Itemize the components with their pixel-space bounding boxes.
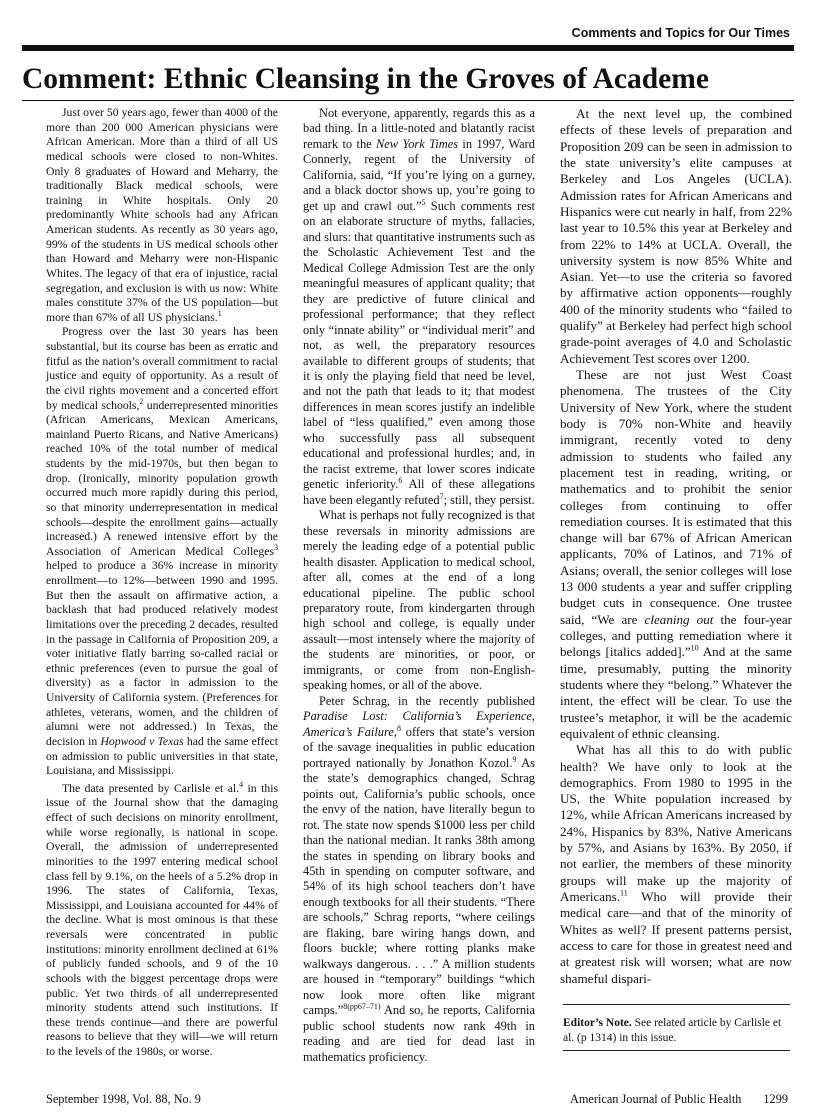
paragraph-4: Not everyone, apparently, regards this as a bad thing. In a little-noted and blatantly racist remark to the New York Times in 1997, Ward Connerly, regent of the University of California, said, “If you’re lying on a gurney, and a black doctor shows up, you’re going to get up and crawl out.”$^5$ Such comments rest on an elaborate structure of myths, fallacies, and slurs: that quantitative instruments such as the Scholastic Achievement Test and the Medical College Admission Test are the only meaningful measures of applicant quality; that they are predictive of future clinical and professional performance; that they reflect only “innate ability” or “individual merit” and not, as well, the preparatory resources available to different groups of students; that it is only the playing field that need be level, and not the path that leads to it; that modest differences in mean scores justify an indelible label of “less qualified,” even among those who successfully pass all subsequent educational and professional hurdles; and, in the racist extreme, that lower scores indicate genetic inferiority.$^6$ All of these allegations have been elegantly refuted$^7$; still, they persist. <box>303 106 536 507</box>
page-number: 1299 <box>763 1092 788 1106</box>
ref-5: 5 <box>421 197 426 207</box>
column-1 <box>46 106 278 1060</box>
title-rule <box>22 100 794 101</box>
footer-issue: September 1998, Vol. 88, No. 9 <box>46 1092 201 1106</box>
editor-note-label: Editor’s Note. <box>563 1017 632 1029</box>
article-title: Comment: Ethnic Cleansing in the Groves of Academe <box>22 63 709 95</box>
paragraph-1: Just over 50 years ago, fewer than 4000 of the more than 200 000 American physicians were African American. More than a third of all US medical schools were closed to non-Whites. Only 8 graduates of Howard and Meharry, the traditionally Black medical schools, were training in White hospitals. Only 20 predominantly White schools had any African American students. As recently as 30 years ago, 99% of the students in US medical schools other than Howard and Meharry were non-Hispanic Whites. The legacy of that era of injustice, racial segregation, and exclusion is with us now: White males constitute 37% of the US population—but more than 67% of all US physicians.$^1$ <box>46 106 278 324</box>
paragraph-5: What is perhaps not fully recognized is that these reversals in minority admissions are merely the leading edge of a potential public health disaster. Application to medical school, after all, comes at the end of a long educational pipeline. The public school preparatory route, from kindergarten through high school and college, is equally under assault—most intensely where the majority of the students are minorities, or poor, or immigrants, or come from non-English-speaking homes, or all of the above. <box>303 508 535 693</box>
editor-note-rule-top <box>563 1004 790 1005</box>
paragraph-9: What has all this to do with public health? We have only to look at the demographics. From 1980 to 1995 in the US, the White population increased by 12%, while African Americans increased by 24%, Hispanics by 83%, Native Americans by 57%, and Asians by 163%. By 2050, if not earlier, the members of these minority groups will make up the majority of Americans.$^{11}$ Who will provide their medical care—and that of the minority of Whites as well? If present patterns persist, access to care for those in greatest need and at greatest risk will worsen; what are now shameful dispari- <box>560 742 792 986</box>
section-label: Comments and Topics for Our Times <box>571 26 790 40</box>
book-title: Paradise Lost: California’s Experience, America’s Failure, <box>303 709 535 739</box>
ref-8-pages: 8(pp67–71) <box>343 1002 381 1012</box>
paragraph-2: Progress over the last 30 years has been substantial, but its course has been as erratic and fitful as the nation’s overall commitment to racial justice and equity of opportunity. As a result of the civil rights movement and a concerted effort by medical schools,$^2$ underrepresented minorities (African Americans, Mexican Americans, mainland Puerto Ricans, and Native Americans) reached 10% of the total number of medical students by the mid-1970s, but then began to drop. (Ironically, minority population growth occurred much more rapidly during this period, so that minority underrepresentation in medical schools—despite the enrollment gains—actually increased.) A renewed intensive effort by the Association of American Medical Colleges$^3$ helped to produce a 36% increase in minority enrollment—to 12%—between 1990 and 1995. But then the assault on affirmative action, a backlash that had produced relatively modest limitations over the preceding 2 decades, resulted in the passage in California of Proposition 209, a voter initiative flatly barring so-called racial or ethnic preferences (even to pursue the goal of diversity) as a factor in admission to the University of California system. (Preferences for athletes, veterans, women, and the children of alumni were not addressed.) In Texas, the decision in Hopwood v Texas had the same effect on admission to public universities in that state, Louisiana, and Mississippi. <box>46 325 278 778</box>
ref-10: 10 <box>690 643 699 653</box>
ref-9: 9 <box>512 754 517 764</box>
header-rule <box>22 45 794 51</box>
paragraph-6: Peter Schrag, in the recently published Paradise Lost: California’s Experience, America’s Failure,$^8$ offers that state’s version of the savage inequalities in public education portrayed nationally by Jonathon Kozol.$^9$ As the state’s demographics changed, Schrag points out, California’s public schools, once the envy of the nation, have literally begun to rot. The state now spends $1000 less per child than the national median. It ranks 38th among the states in spending on library books and 45th in spending on computer software, and 54% of its high school teachers don’t have enough textbooks for all their students. “There are schools,” Schrag reports, “where ceilings are flaking, bare wiring hangs down, and floors buckle; where rotting planks make walkways dangerous. . . .” A million students are housed in “temporary” buildings “which now look more often like migrant camps.”$^{8(pp67-71)}$ And so, he reports, California public school students now rank 49th in reading and are tied for dead last in mathematics proficiency. <box>303 693 535 1064</box>
ref-6: 6 <box>398 476 403 486</box>
ref-2: 2 <box>139 396 144 406</box>
ref-11: 11 <box>620 888 628 898</box>
paragraph-8: These are not just West Coast phenomena. The trustees of the City University of New York, where the student body is 70% non-White and heavily immigrant, recently voted to deny admission to students who failed any placement test in reading, writing, or mathematics and to prohibit the senior colleges from continuing to offer remediation courses. It is estimated that this change will bar 67% of African American applicants, 70% of Latinos, and 71% of Asians; overall, the senior colleges will lose 13 000 students a year and suffer crippling budget cuts in consequence. One trustee said, “We are cleaning out the four-year colleges, and putting remediation where it belongs [italics added].”$^{10}$ And at the same time, presumably, putting the minority students where they “belong.” Whatever the intent, the effect will be clear. To use the trustee’s metaphor, it will be the academic equivalent of ethnic cleansing. <box>560 367 793 741</box>
editor-note-rule-bottom <box>563 1050 790 1051</box>
journal-name: American Journal of Public Health <box>569 1092 742 1106</box>
column-2 <box>303 106 535 1065</box>
editor-note <box>563 1016 790 1046</box>
editor-note-text: See related article by Carlisle et al. (p 1314) in this issue. <box>563 1017 782 1044</box>
ref-8: 8 <box>396 723 401 733</box>
column-3 <box>560 106 792 987</box>
paragraph-3: The data presented by Carlisle et al.$^4$ in this issue of the Journal show that the damaging effect of such decisions on minority enrollment, while worse regionally, is national in scope. Overall, the admission of underrepresented minorities to the 1997 entering medical school class fell by 9.1%, on the heels of a 5.2% drop in 1996. The states of California, Texas, Mississippi, and Louisiana accounted for 44% of the decline. What is most ominous is that these reversals were concentrated in public institutions: minority enrollment declined at 61% of publicly funded schools, and 9 of the 10 schools with the biggest percentage drops were public. Yet two thirds of all underrepresented minority students attend such institutions. If these trends continue—and there are powerful reasons to believe that they will—we will return to the levels of the 1980s, or worse. <box>46 779 278 1058</box>
ref-1: 1 <box>217 308 222 318</box>
case-name: Hopwood v Texas <box>100 734 184 748</box>
ref-7: 7 <box>439 491 444 501</box>
footer-journal <box>570 1092 788 1107</box>
newspaper-name: New York Times <box>376 136 459 151</box>
ref-3: 3 <box>274 542 278 552</box>
paragraph-7: At the next level up, the combined effects of these levels of preparation and Proposition 209 can be seen in admission to the state university’s elite campuses at Berkeley and Los Angeles (UCLA). Admission rates for African Americans and Hispanics were cut nearly in half, from 22% last year to 10.5% this year at Berkeley and from 22% to 14% at UCLA. Overall, the university system is now 85% White and Asian. Yet—to use the criteria so favored by affirmative action opponents—roughly 400 of the minority students who “failed to qualify” at Berkeley had perfect high school grade-point averages of 4.0 and Scholastic Achievement Test scores over 1200. <box>560 106 792 366</box>
emphasis-cleaning-out: cleaning out <box>644 611 714 627</box>
ref-4: 4 <box>239 779 244 789</box>
